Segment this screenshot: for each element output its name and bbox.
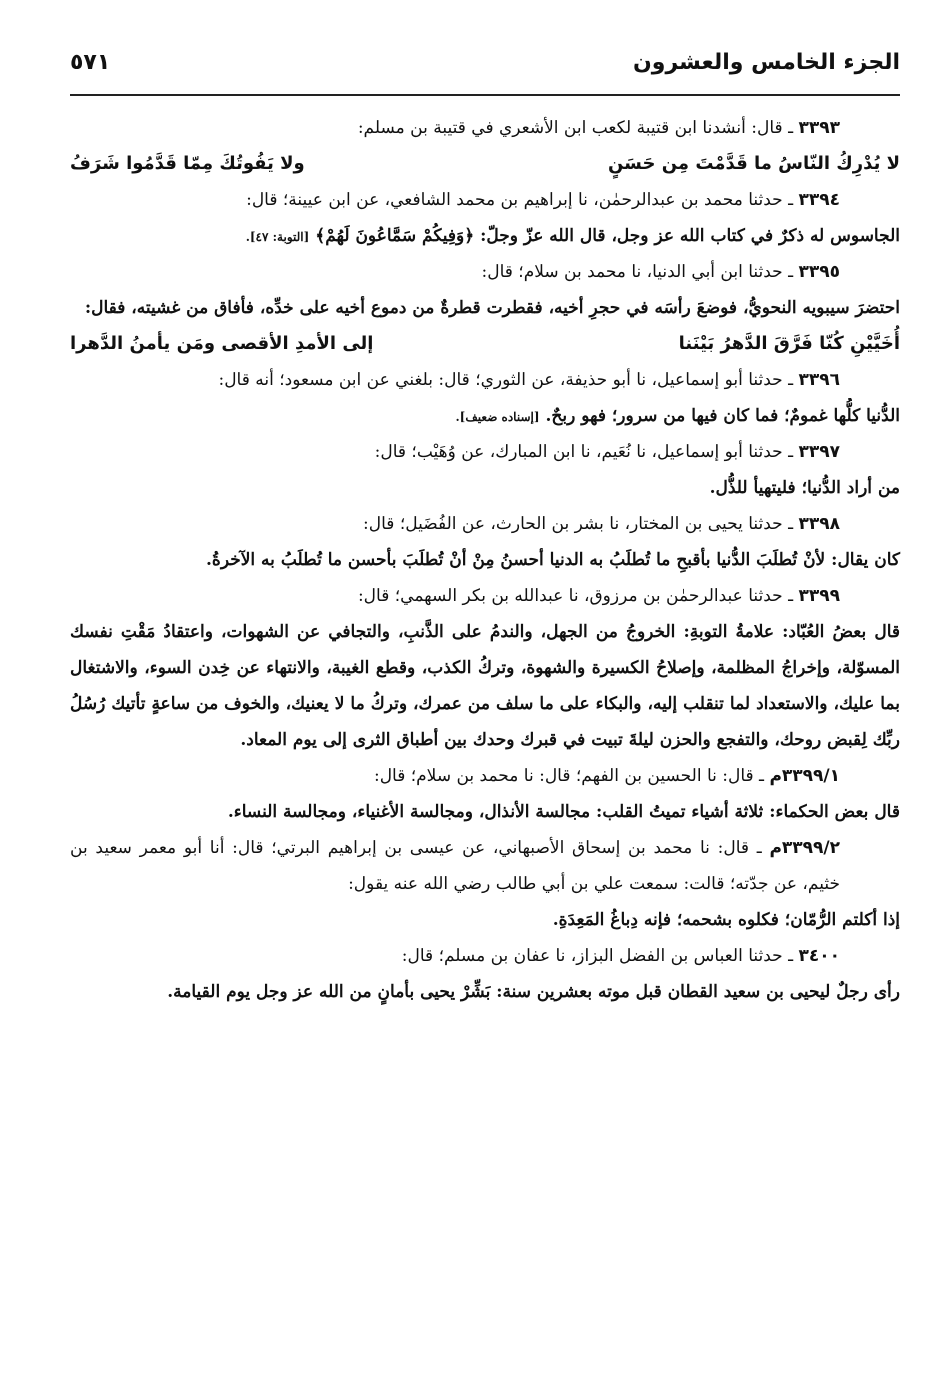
entry-text: قال بعض الحكماء: ثلاثة أشياء تميتُ القلب: مجالسة الأنذال، ومجالسة الأغنياء، ومجالسة النساء. — [227, 802, 900, 822]
citation-note: [التوبة: ٤٧]. — [245, 230, 310, 244]
entry-text: رأى رجلٌ ليحيى بن سعيد القطان قبل موته بعشرين سنة: بَشِّرْ يحيى بأمانٍ من الله عز وجل يوم القيامة. — [167, 982, 900, 1002]
entry-isnad: ٣٤٠٠ ـ حدثنا العباس بن الفضل البزاز، نا عفان بن مسلم؛ قال: — [401, 946, 840, 966]
page-number: ٥٧١ — [70, 50, 111, 75]
verse-second-hemistich: إلى الأمدِ الأقصى ومَن يأمنُ الدَّهرا — [70, 333, 374, 354]
entry-isnad: ٣٣٩٩/٢م ـ قال: نا محمد بن إسحاق الأصبهاني، عن عيسى بن إبراهيم البرتي؛ قال: أنا أبو معمر سعيد بن خثيم، عن جدّته؛ قالت: سمعت علي بن أبي طالب رضي الله عنه يقول: — [70, 838, 841, 894]
entry-text: من أراد الدُّنيا؛ فليتهيأ للذُّل. — [709, 478, 900, 498]
entry-text: الدُّنيا كلُّها غمومٌ؛ فما كان فيها من سرور؛ فهو ربحٌ. [إسناده ضعيف]. — [455, 406, 900, 426]
poem-verse — [70, 146, 900, 182]
entry-isnad: ٣٣٩٦ ـ حدثنا أبو إسماعيل، نا أبو حذيفة، عن الثوري؛ قال: بلغني عن ابن مسعود؛ أنه قال: — [218, 370, 840, 390]
grading-note: [إسناده ضعيف]. — [455, 410, 540, 424]
verse-second-hemistich: ولا يَفُوتُكَ مِمّا قَدَّمُوا شَرَفُ — [70, 153, 305, 174]
entry-text: قال بعضُ العُبّاد: علامةُ التوبةِ: الخروجُ من الجهل، والندمُ على الذَّنبِ، والتجافي عن الشهوات، واعتقادُ مَقْتِ نفسك المسوّلة، وإخراجُ المظلمة، وإصلاحُ الكسيرة والشهوة، وتركُ الكذب، وقطع الغيبة، والانتهاء عن خِدن السوء، والاشتغال بما عليك، والاستعداد لما تنقلب إليه، والبكاء على ما سلف من عمرك، وتركُ ما لا يعنيك، والخوف من ساعةٍ تأتيك رُسُلُ ربِّك لِقبض روحك، والتفجع والحزن ليلةَ تبيت في قبرك وحدك بين أطباق الثرى إلى يوم المعاد. — [70, 622, 900, 750]
entry-isnad: ٣٣٩٣ ـ قال: أنشدنا ابن قتيبة لكعب ابن الأشعري في قتيبة بن مسلم: — [357, 118, 840, 138]
page-header — [70, 44, 900, 94]
verse-first-hemistich: لا يُدْرِكُ النّاسُ ما قَدَّمْتَ مِن حَسَنٍ — [607, 153, 900, 174]
entry-text: إذا أكلتم الرُّمّان؛ فكلوه بشحمه؛ فإنه دِباغُ المَعِدَةِ. — [552, 910, 900, 930]
entry-isnad: ٣٣٩٧ ـ حدثنا أبو إسماعيل، نا نُعَيم، نا ابن المبارك، عن وُهَيْب؛ قال: — [374, 442, 840, 462]
entry-isnad: ٣٣٩٨ ـ حدثنا يحيى بن المختار، نا بشر بن الحارث، عن الفُضَيل؛ قال: — [363, 514, 840, 534]
page-body — [70, 110, 900, 1010]
poem-verse — [70, 326, 900, 362]
header-rule — [70, 94, 900, 96]
running-title: الجزء الخامس والعشرون — [633, 50, 900, 75]
entry-text: كان يقال: لأنْ تُطلَبَ الدُّنيا بأقبحِ ما تُطلَبُ به الدنيا أحسنُ مِنْ أنْ تُطلَبَ بأحسن ما تُطلَبُ به الآخرةُ. — [206, 550, 900, 570]
entry-text: الجاسوس له ذكرٌ في كتاب الله عز وجل، قال الله عزّ وجلّ: ﴿وَفِيكُمْ سَمَّاعُونَ لَهُمْ﴾ [التوبة: ٤٧]. — [245, 226, 900, 246]
entry-isnad: ٣٣٩٩ ـ حدثنا عبدالرحمٰن بن مرزوق، نا عبدالله بن بكر السهمي؛ قال: — [357, 586, 840, 606]
entry-text: احتضرَ سيبويه النحويُّ، فوضعَ رأسَه في حجرِ أخيه، فقطرت قطرةٌ من دموع أخيه على خدِّه، فأفاق من غشيته، فقال: — [84, 298, 900, 318]
verse-first-hemistich: أُخَيَّيْنِ كُنّا فَرَّقَ الدَّهرُ بَيْنَنا — [678, 333, 900, 354]
entry-isnad: ٣٣٩٤ ـ حدثنا محمد بن عبدالرحمٰن، نا إبراهيم بن محمد الشافعي، عن ابن عيينة؛ قال: — [246, 190, 840, 210]
entry-isnad: ٣٣٩٥ ـ حدثنا ابن أبي الدنيا، نا محمد بن سلام؛ قال: — [481, 262, 840, 282]
entry-isnad: ٣٣٩٩/١م ـ قال: نا الحسين بن الفهم؛ قال: نا محمد بن سلام؛ قال: — [373, 766, 840, 786]
